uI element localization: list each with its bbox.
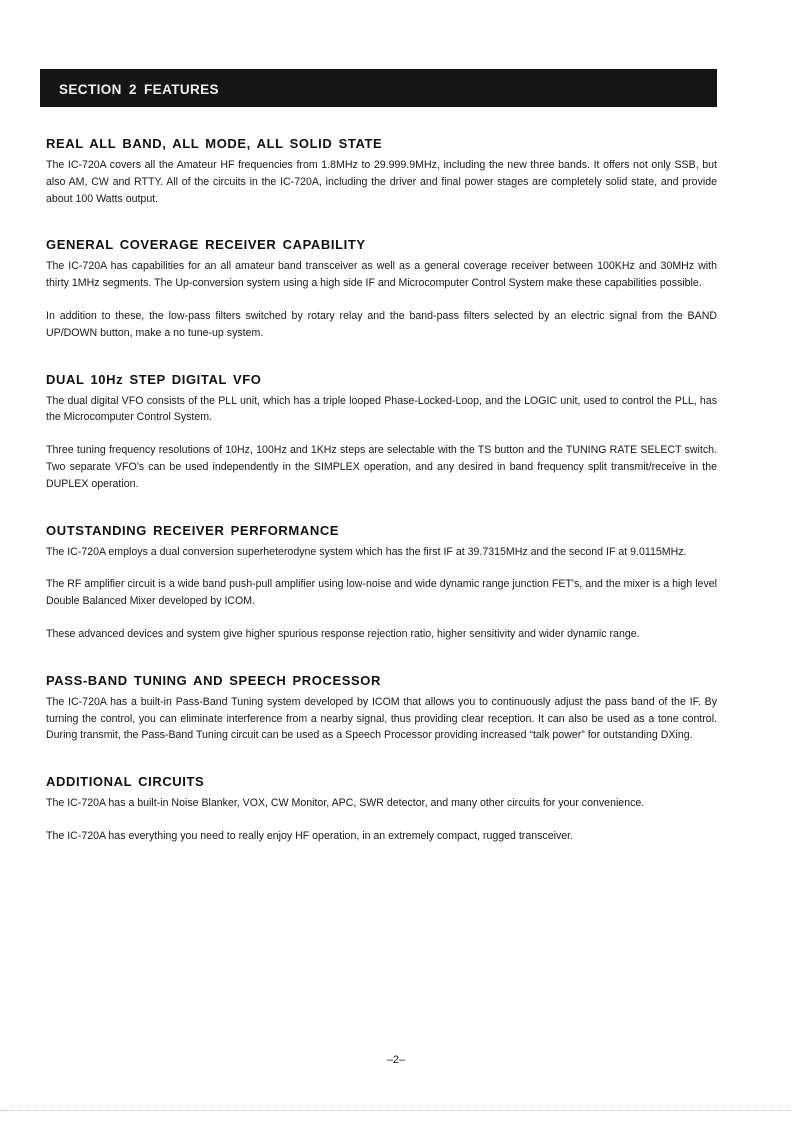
feature-paragraph: The IC-720A covers all the Amateur HF frequencies from 1.8MHz to 29.999.9MHz, including the new three bands. It offers not only SSB, but also AM, CW and RTTY. All of the circuits in the IC-720A, including the driver and final power stages are completely solid state, and provide about 100 Watts output. <box>46 159 717 205</box>
page-number: –2– <box>386 1054 406 1066</box>
feature-paragraph: These advanced devices and system give higher spurious response rejection ratio, higher sensitivity and wider dynamic range. <box>46 627 640 640</box>
feature-heading: DUAL 10Hz STEP DIGITAL VFO <box>46 371 262 387</box>
feature-paragraph: The dual digital VFO consists of the PLL unit, which has a triple looped Phase-Locked-Loop, and the LOGIC unit, used to control the PLL, has the Microcomputer Control System. <box>46 394 717 424</box>
feature-paragraph: The IC-720A employs a dual conversion superheterodyne system which has the first IF at 39.7315MHz and the second IF at 9.0115MHz. <box>46 545 687 558</box>
feature-heading: GENERAL COVERAGE RECEIVER CAPABILITY <box>46 237 366 253</box>
feature-paragraph: In addition to these, the low-pass filters switched by rotary relay and the band-pass filters selected by an electric signal from the BAND UP/DOWN button, make a no tune-up system. <box>46 309 717 339</box>
feature-pass-band-tuning <box>46 673 717 744</box>
feature-heading: REAL ALL BAND, ALL MODE, ALL SOLID STATE <box>46 136 383 151</box>
feature-paragraph: The IC-720A has a built-in Pass-Band Tuning system developed by ICOM that allows you to continuously adjust the pass band of the IF. By turning the control, you can eliminate interference from a nearby signal, thus providing clear reception. It can also be used as a tone control. During transmit, the Pass-Band Tuning circuit can be used as a Speech Processor providing increased “talk power” for outstanding DXing. <box>46 695 717 742</box>
feature-paragraph: The IC-720A has everything you need to really enjoy HF operation, in an extremely compact, rugged transceiver. <box>46 829 574 842</box>
feature-paragraph: Three tuning frequency resolutions of 10Hz, 100Hz and 1KHz steps are selectable with the TS button and the TUNING RATE SELECT switch. Two separate VFO's can be used independently in the SIMPLEX operation, and any desired in band frequency split transmit/receive in the DUPLEX operation. <box>46 444 717 490</box>
feature-general-coverage <box>46 237 717 341</box>
features-content <box>46 136 717 845</box>
feature-receiver-performance <box>46 523 717 643</box>
feature-paragraph: The IC-720A has a built-in Noise Blanker, VOX, CW Monitor, APC, SWR detector, and many other circuits for your convenience. <box>46 797 645 810</box>
scan-edge-divider <box>0 1110 792 1113</box>
feature-additional-circuits <box>46 774 717 845</box>
section-title: SECTION 2 FEATURES <box>59 82 219 97</box>
feature-paragraph: The IC-720A has capabilities for an all amateur band transceiver as well as a general coverage receiver between 100KHz and 30MHz with thirty 1MHz segments. The Up-conversion system using a high side IF and Microcomputer Control System make these capabilities possible. <box>46 260 717 290</box>
feature-dual-vfo <box>46 372 717 493</box>
feature-heading: OUTSTANDING RECEIVER PERFORMANCE <box>46 522 340 538</box>
feature-heading: PASS-BAND TUNING AND SPEECH PROCESSOR <box>46 672 382 688</box>
feature-paragraph: The RF amplifier circuit is a wide band push-pull amplifier using low-noise and wide dynamic range junction FET's, and the mixer is a high level Double Balanced Mixer developed by ICOM. <box>46 578 717 608</box>
feature-real-all-band <box>46 136 717 207</box>
section-title-bar <box>40 69 717 107</box>
feature-heading: ADDITIONAL CIRCUITS <box>46 774 205 790</box>
